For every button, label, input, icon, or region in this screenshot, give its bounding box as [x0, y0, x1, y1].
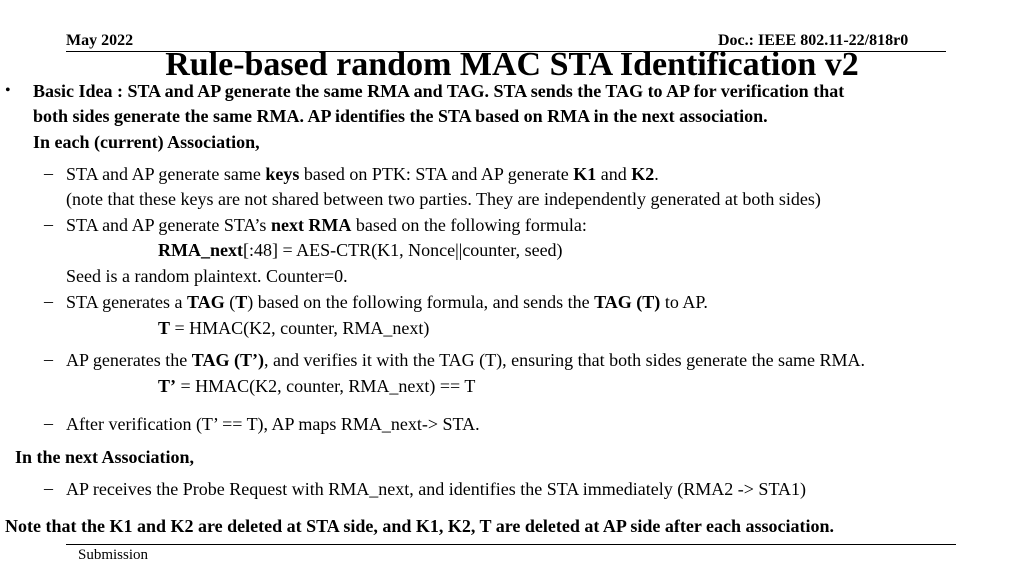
- item-keys-text: STA and AP generate same: [66, 164, 266, 184]
- bullet-marker: •: [5, 82, 11, 99]
- basic-idea-line-2: both sides generate the same RMA. AP identifies the STA based on RMA in the next association.: [33, 106, 768, 126]
- formula-body: = HMAC(K2, counter, RMA_next): [170, 318, 430, 338]
- item-keys-bold-keys: keys: [265, 164, 300, 184]
- formula-var: T’: [158, 376, 176, 396]
- item-keys-bold-k1: K1: [573, 164, 597, 184]
- formula-body: [:48] = AES-CTR(K1, Nonce||counter, seed): [242, 240, 563, 260]
- item-rma: [66, 214, 587, 236]
- item-rma-formula: [158, 239, 563, 261]
- item-rma-text-2: based on the following formula:: [351, 215, 587, 235]
- next-association-heading: In the next Association,: [15, 447, 195, 467]
- dash-marker: –: [44, 214, 53, 234]
- formula-body: = HMAC(K2, counter, RMA_next) == T: [176, 376, 476, 396]
- dash-marker: –: [44, 413, 53, 433]
- item-tag-bold-tag: TAG: [187, 292, 225, 312]
- formula-var: RMA_next: [158, 240, 243, 260]
- item-tag-text-3: ) based on the following formula, and sends the: [247, 292, 595, 312]
- item-verify-text-2: , and verifies it with the TAG (T), ensuring that both sides generate the same RMA.: [263, 350, 866, 370]
- item-rma-bold: next RMA: [270, 215, 352, 235]
- item-verify-formula: [158, 375, 475, 397]
- item-verify: [66, 349, 865, 371]
- item-keys-text-2: based on PTK: STA and AP generate: [299, 164, 574, 184]
- dash-marker: –: [44, 478, 53, 498]
- item-rma-seed: Seed is a random plaintext. Counter=0.: [66, 266, 348, 286]
- item-tag-bold-t: T: [235, 292, 248, 312]
- basic-idea-line-3: In each (current) Association,: [33, 132, 260, 152]
- item-keys: [66, 163, 659, 185]
- item-keys-text-4: .: [654, 164, 659, 184]
- item-keys-bold-k2: K2: [631, 164, 655, 184]
- footer-submission: Submission: [78, 547, 149, 563]
- item-verify-text: AP generates the: [66, 350, 192, 370]
- item-tag-text-4: to AP.: [660, 292, 708, 312]
- header-date: May 2022: [66, 32, 134, 49]
- item-tag: [66, 291, 708, 313]
- item-keys-note: (note that these keys are not shared between two parties. They are independently generated at both sides): [66, 189, 821, 209]
- page-title: Rule-based random MAC STA Identification v2: [165, 46, 859, 83]
- dash-marker: –: [44, 163, 53, 183]
- formula-var: T: [158, 318, 171, 338]
- item-tag-formula: [158, 317, 429, 339]
- item-tag-text-2: (: [224, 292, 236, 312]
- item-tag-bold-tag-t: TAG (T): [594, 292, 661, 312]
- item-rma-text: STA and AP generate STA’s: [66, 215, 271, 235]
- dash-marker: –: [44, 349, 53, 369]
- item-verify-bold: TAG (T’): [191, 350, 264, 370]
- deletion-note: Note that the K1 and K2 are deleted at STA side, and K1, K2, T are deleted at AP side after each association.: [5, 516, 834, 536]
- header-doc-id: Doc.: IEEE 802.11-22/818r0: [718, 32, 909, 49]
- item-keys-text-3: and: [596, 164, 632, 184]
- item-tag-text: STA generates a: [66, 292, 188, 312]
- footer-rule: [66, 544, 956, 545]
- basic-idea-line-1: Basic Idea : STA and AP generate the same RMA and TAG. STA sends the TAG to AP for verification that: [33, 81, 845, 101]
- dash-marker: –: [44, 291, 53, 311]
- item-after: After verification (T’ == T), AP maps RMA_next-> STA.: [66, 414, 480, 434]
- next-association-item: AP receives the Probe Request with RMA_next, and identifies the STA immediately (RMA2 -> STA1): [66, 479, 806, 499]
